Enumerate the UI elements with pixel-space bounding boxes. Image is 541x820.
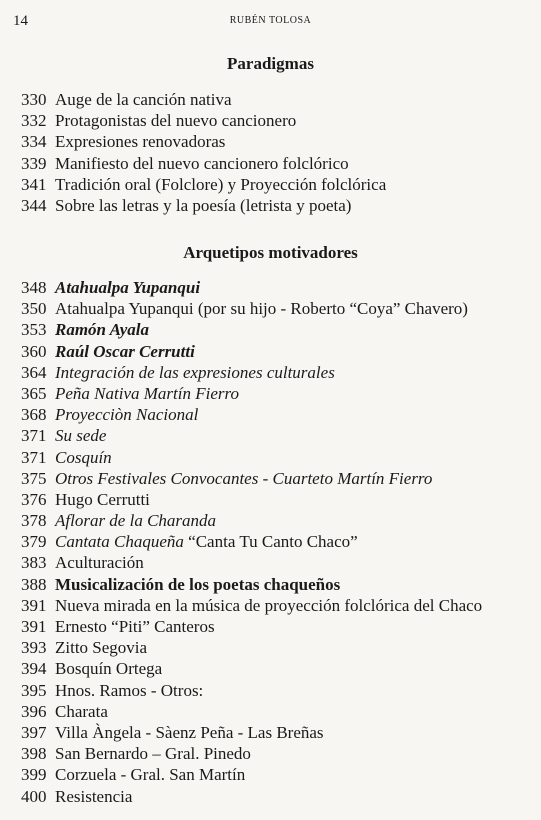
toc-entry: [21, 383, 482, 404]
toc-entry-title: Atahualpa Yupanqui (por su hijo - Roberto “Coya” Chavero): [55, 299, 468, 319]
toc-entry-title: Musicalización de los poetas chaqueños: [55, 574, 341, 594]
toc-page-number: 398: [21, 744, 47, 764]
toc-entry-title: Hugo Cerrutti: [55, 489, 150, 509]
section-title-arquetipos: Arquetipos motivadores: [183, 243, 358, 262]
toc-page-number: 353: [21, 320, 47, 340]
toc-entry: [21, 680, 482, 701]
toc-entry: [21, 489, 482, 510]
toc-page-number: 391: [21, 595, 47, 615]
toc-page-number: 350: [21, 299, 47, 319]
section-title-paradigmas: Paradigmas: [227, 54, 314, 73]
toc-page-number: 371: [21, 447, 47, 467]
page-header: [0, 13, 541, 33]
toc-entry: [21, 552, 482, 573]
running-head: RUBÉN TOLOSA: [229, 15, 312, 26]
toc-page-number: 334: [21, 132, 47, 152]
toc-entry: [21, 786, 482, 807]
toc-page-number: 330: [21, 90, 47, 109]
toc-entry-title: Proyecciòn Nacional: [55, 405, 199, 425]
toc-entry-title: Peña Nativa Martín Fierro: [55, 383, 239, 403]
toc-entry-title: Su sede: [55, 426, 107, 446]
toc-page-number: 399: [21, 765, 47, 785]
toc-entry: [21, 722, 482, 743]
toc-entry-title: Raúl Oscar Cerrutti: [55, 341, 195, 361]
toc-page-number: 348: [21, 278, 47, 297]
toc-entry: [21, 195, 386, 216]
toc-entry: [21, 764, 482, 785]
toc-page-number: 341: [21, 174, 47, 194]
toc-entry: [21, 425, 482, 446]
toc-list-paradigmas: [21, 89, 386, 216]
toc-entry-title: Aculturación: [55, 553, 144, 573]
toc-entry: [21, 298, 482, 319]
toc-page-number: 393: [21, 638, 47, 658]
toc-entry-title: Ramón Ayala: [55, 320, 149, 340]
toc-entry: [21, 468, 482, 489]
toc-entry: [21, 574, 482, 595]
toc-entry-title: Otros Festivales Convocantes - Cuarteto Martín Fierro: [55, 468, 433, 488]
toc-entry-title: San Bernardo – Gral. Pinedo: [55, 744, 251, 764]
toc-list-arquetipos: [21, 277, 482, 807]
toc-entry: [21, 404, 482, 425]
toc-entry-title-italic: Cantata Chaqueña: [55, 532, 184, 552]
toc-page-number: 368: [21, 405, 47, 425]
toc-entry: [21, 616, 482, 637]
toc-entry: [21, 277, 482, 298]
toc-entry: [21, 110, 386, 131]
toc-entry-title: Tradición oral (Folclore) y Proyección folclórica: [55, 174, 387, 194]
toc-page-number: 395: [21, 680, 47, 700]
toc-entry-title: Charata: [55, 701, 108, 721]
toc-entry-title: Villa Àngela - Sàenz Peña - Las Breñas: [55, 722, 324, 742]
toc-entry: [21, 510, 482, 531]
toc-page-number: 360: [21, 341, 47, 361]
toc-entry-title: Cosquín: [55, 447, 112, 467]
toc-entry-title: Ernesto “Piti” Canteros: [55, 617, 215, 636]
toc-entry-title-rest: “Canta Tu Canto Chaco”: [183, 532, 358, 552]
toc-entry: [21, 701, 482, 722]
toc-entry-title: Expresiones renovadoras: [55, 132, 226, 152]
toc-entry-title: Resistencia: [55, 786, 133, 806]
toc-entry-title: Bosquín Ortega: [55, 659, 163, 679]
toc-page-number: 376: [21, 489, 47, 509]
toc-entry-title: Atahualpa Yupanqui: [55, 278, 201, 297]
toc-entry: [21, 531, 482, 552]
page-number: 14: [13, 13, 28, 29]
toc-entry-title: Nueva mirada en la música de proyección folclórica del Chaco: [55, 595, 483, 615]
toc-entry: [21, 341, 482, 362]
toc-entry-title: Aflorar de la Charanda: [55, 511, 217, 531]
toc-page-number: 375: [21, 468, 47, 488]
toc-entry: [21, 174, 386, 195]
toc-page-number: 378: [21, 511, 47, 531]
toc-entry: [21, 131, 386, 152]
toc-page-number: 344: [21, 195, 47, 215]
toc-entry-title: Zitto Segovia: [55, 638, 148, 658]
toc-page-number: 397: [21, 722, 47, 742]
toc-entry-title: Sobre las letras y la poesía (letrista y poeta): [55, 195, 352, 215]
toc-entry-title: Auge de la canción nativa: [55, 90, 232, 109]
toc-page-number: 400: [21, 786, 47, 806]
toc-entry-title: Corzuela - Gral. San Martín: [55, 765, 246, 785]
toc-entry: [21, 153, 386, 174]
toc-page-number: 396: [21, 701, 47, 721]
toc-page-number: 379: [21, 532, 47, 552]
toc-page-number: 339: [21, 153, 47, 173]
toc-page-number: 394: [21, 659, 47, 679]
toc-entry: [21, 89, 386, 110]
toc-page-number: 383: [21, 553, 47, 573]
toc-entry: [21, 447, 482, 468]
toc-page-number: 391: [21, 617, 47, 636]
toc-entry: [21, 658, 482, 679]
toc-entry-title: Protagonistas del nuevo cancionero: [55, 111, 297, 131]
toc-entry: [21, 319, 482, 340]
toc-entry-title: Integración de las expresiones culturales: [55, 362, 335, 382]
toc-page-number: 371: [21, 426, 47, 446]
toc-entry: [21, 595, 482, 616]
toc-page-number: 332: [21, 111, 47, 131]
toc-page-number: 388: [21, 574, 47, 594]
toc-entry: [21, 637, 482, 658]
toc-page-number: 365: [21, 383, 47, 403]
toc-entry-title: Hnos. Ramos - Otros:: [55, 680, 204, 700]
toc-page-number: 364: [21, 362, 47, 382]
toc-entry: [21, 362, 482, 383]
toc-entry: [21, 743, 482, 764]
toc-entry-title: Manifiesto del nuevo cancionero folclórico: [55, 153, 349, 173]
